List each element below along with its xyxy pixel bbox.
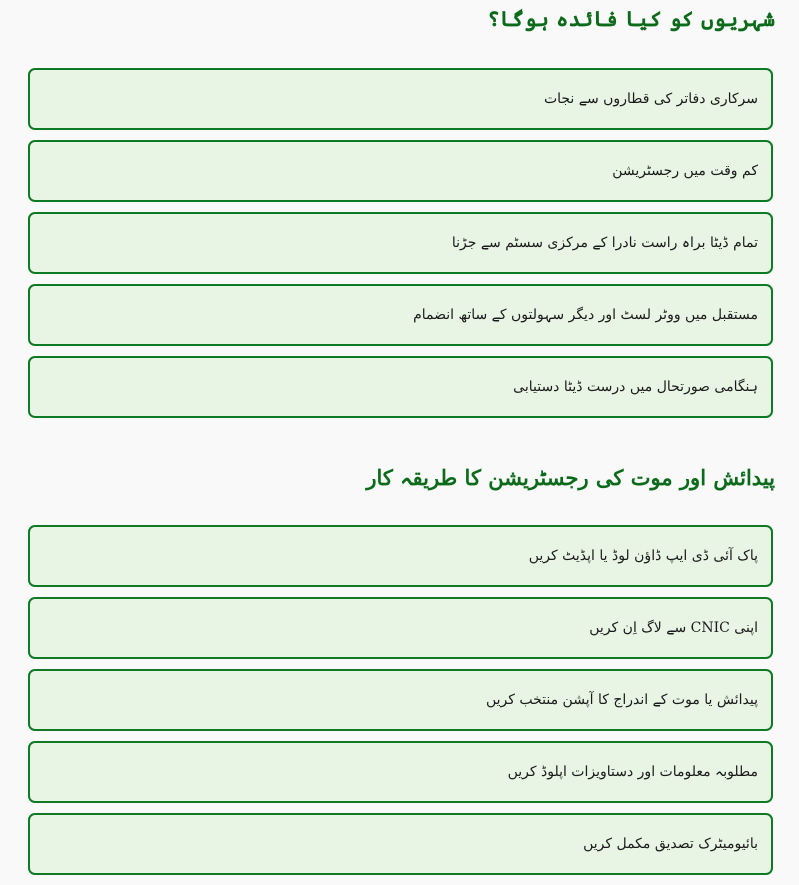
process-heading: پیدائش اور موت کی رجسٹریشن کا طریقہ کار [366, 465, 775, 490]
process-step [28, 669, 773, 731]
benefit-item-text: سرکاری دفاتر کی قطاروں سے نجات [543, 91, 758, 107]
process-step-text: پیدائش یا موت کے اندراج کا آپشن منتخب کریں [485, 692, 758, 708]
benefit-item-text: مستقبل میں ووٹر لسٹ اور دیگر سہولتوں کے ساتھ انضمام [413, 307, 758, 323]
benefit-item [28, 356, 773, 418]
benefit-item [28, 68, 773, 130]
benefit-item-text: تمام ڈیٹا براہ راست نادرا کے مرکزی سسٹم سے جڑنا [451, 235, 758, 251]
process-step-text: مطلوبہ معلومات اور دستاویزات اپلوڈ کریں [507, 764, 758, 780]
benefit-item [28, 284, 773, 346]
benefits-heading: شہریوں کو کیا فائدہ ہوگا؟ [487, 6, 775, 31]
process-step-text: اپنی CNIC سے لاگ اِن کریں [589, 620, 758, 636]
process-step [28, 813, 773, 875]
benefit-item [28, 140, 773, 202]
benefits-list [28, 68, 773, 428]
benefit-item-text: ہنگامی صورتحال میں درست ڈیٹا دستیابی [513, 379, 758, 395]
process-step [28, 741, 773, 803]
process-step [28, 597, 773, 659]
process-step [28, 525, 773, 587]
process-list [28, 525, 773, 885]
process-step-text: پاک آئی ڈی ایپ ڈاؤن لوڈ یا اپڈیٹ کریں [528, 548, 758, 564]
benefit-item [28, 212, 773, 274]
benefit-item-text: کم وقت میں رجسٹریشن [612, 163, 758, 179]
process-step-text: بائیومیٹرک تصدیق مکمل کریں [583, 836, 758, 852]
